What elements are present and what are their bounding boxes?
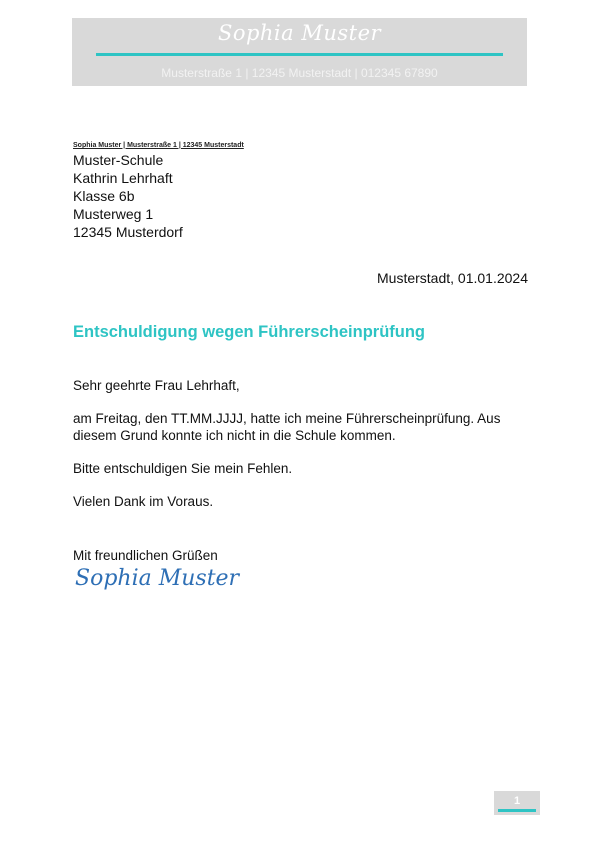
- letterhead-divider: [96, 53, 503, 56]
- recipient-line: Kathrin Lehrhaft: [73, 170, 173, 186]
- letter-date: Musterstadt, 01.01.2024: [377, 270, 528, 286]
- page-number-underline: [498, 809, 536, 812]
- recipient-line: Klasse 6b: [73, 188, 135, 204]
- body-paragraph: Vielen Dank im Voraus.: [73, 494, 214, 509]
- recipient-address: [73, 151, 183, 241]
- recipient-line: 12345 Musterdorf: [73, 224, 183, 240]
- letterhead-address: Musterstraße 1 | 12345 Musterstadt | 012345 67890: [161, 66, 438, 80]
- letterhead: [72, 18, 527, 86]
- signature: Sophia Muster: [75, 566, 240, 591]
- recipient-line: Muster-Schule: [73, 152, 164, 168]
- letterhead-name: Sophia Muster: [217, 21, 382, 45]
- letter-body: [73, 377, 533, 526]
- sender-return-address: Sophia Muster | Musterstraße 1 | 12345 Musterstadt: [73, 142, 244, 149]
- page-number: 1: [513, 795, 521, 807]
- closing: Mit freundlichen Grüßen: [73, 548, 218, 563]
- page-number-box: [494, 791, 540, 815]
- letter-subject: Entschuldigung wegen Führerscheinprüfung: [73, 323, 426, 341]
- body-paragraph: Bitte entschuldigen Sie mein Fehlen.: [73, 461, 293, 476]
- salutation: Sehr geehrte Frau Lehrhaft,: [73, 378, 240, 393]
- recipient-line: Musterweg 1: [73, 206, 154, 222]
- body-paragraph: am Freitag, den TT.MM.JJJJ, hatte ich meine Führerscheinprüfung. Aus diesem Grund konnte ich nicht in die Schule kommen.: [73, 411, 501, 443]
